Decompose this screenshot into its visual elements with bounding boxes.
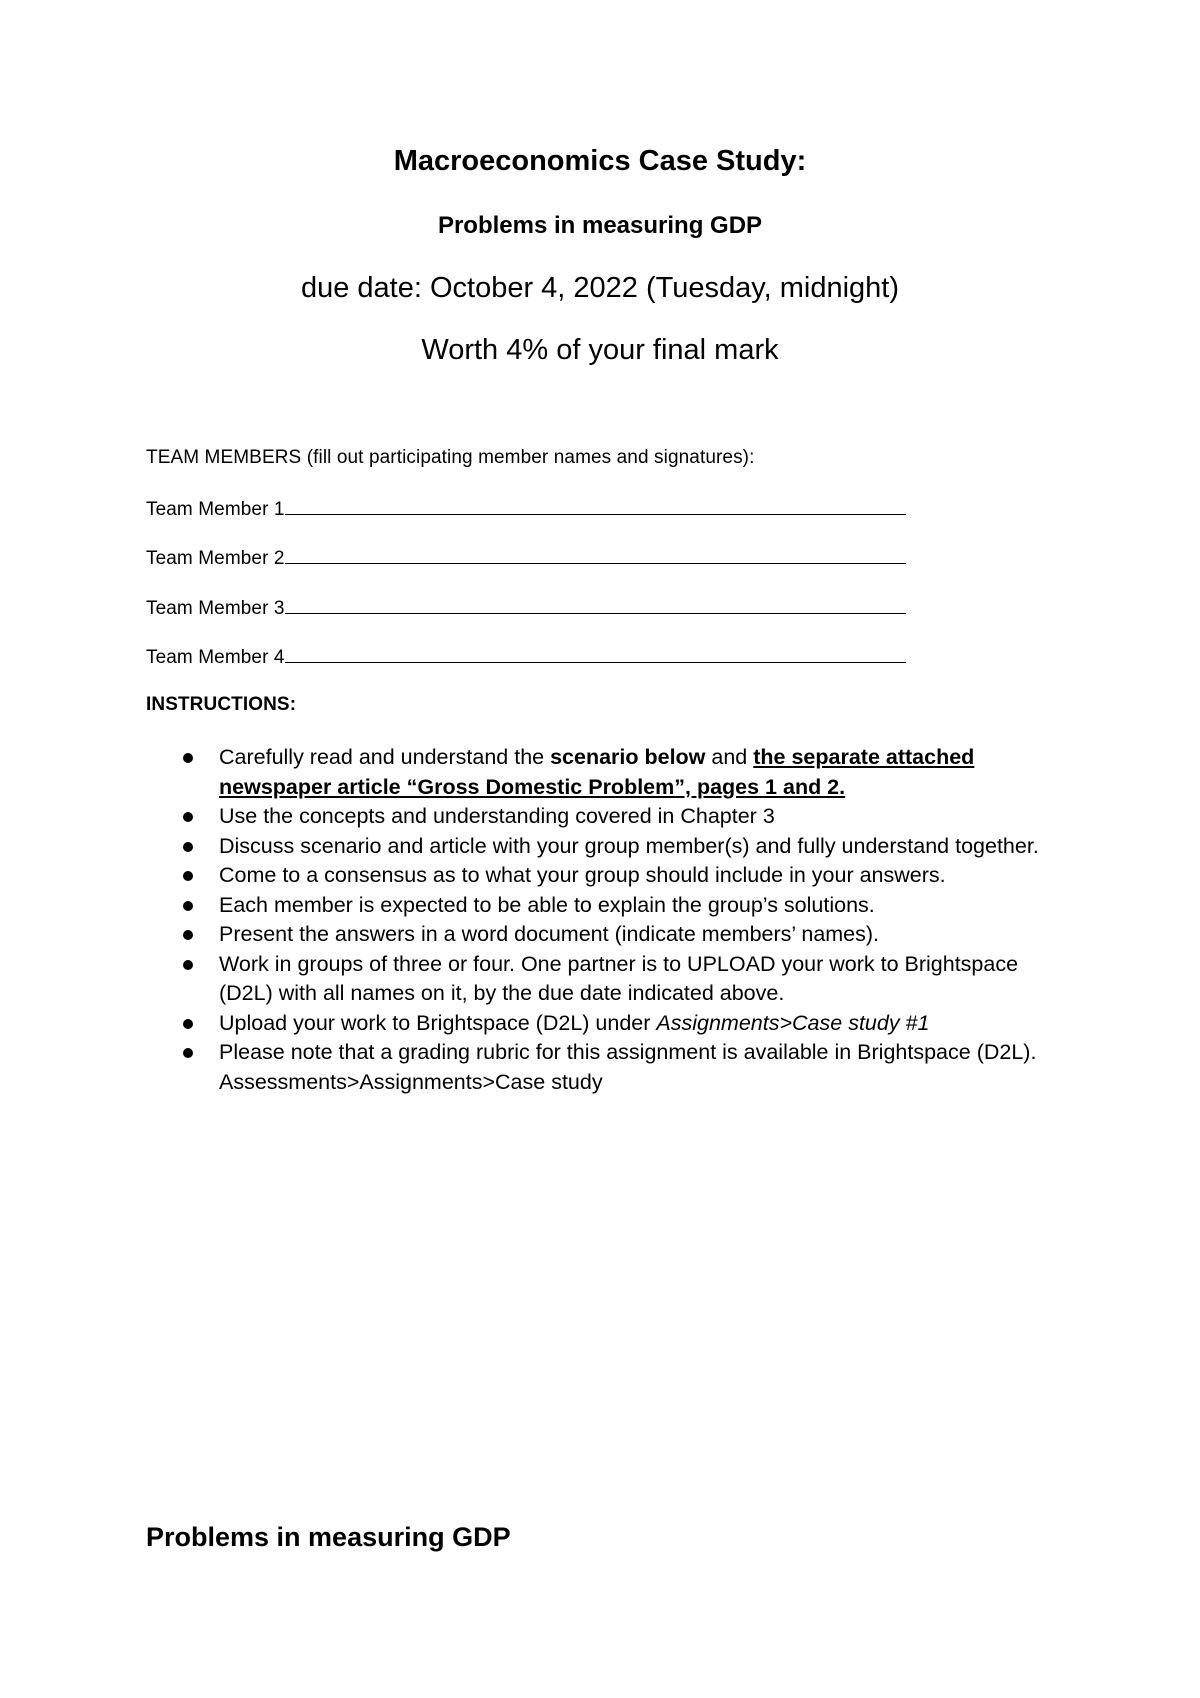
worth-statement: Worth 4% of your final mark [421, 334, 779, 366]
bullet-icon [183, 842, 193, 852]
list-item: Carefully read and understand the scenario below and the separate attached newspaper article “Gross Domestic Problem”, pages 1 and 2. [146, 743, 1076, 802]
list-item: Work in groups of three or four. One partner is to UPLOAD your work to Brightspace (D2L) with all names on it, by the due date indicated above. [146, 950, 1076, 1009]
section-heading: Problems in measuring GDP [146, 1522, 511, 1552]
team-member-row [146, 495, 906, 522]
instructions-heading: INSTRUCTIONS: [146, 694, 297, 715]
list-item: Discuss scenario and article with your group member(s) and fully understand together. [146, 832, 1076, 862]
bullet-icon [183, 871, 193, 881]
team-member-label: Team Member 4 [146, 647, 285, 668]
bullet-icon [183, 901, 193, 911]
team-member-row [146, 594, 906, 621]
list-item: Present the answers in a word document (indicate members’ names). [146, 920, 1076, 950]
list-item: Please note that a grading rubric for this assignment is available in Brightspace (D2L). Assessments>Assignments>Case study [146, 1038, 1076, 1097]
bullet-icon [183, 1019, 193, 1029]
team-member-row [146, 643, 906, 670]
team-members-heading: TEAM MEMBERS (fill out participating member names and signatures): [146, 447, 755, 468]
instructions-list [146, 743, 1076, 1097]
list-item: Come to a consensus as to what your group should include in your answers. [146, 861, 1076, 891]
due-date: due date: October 4, 2022 (Tuesday, midnight) [300, 272, 900, 304]
document-title: Macroeconomics Case Study: [393, 145, 807, 177]
list-item: Upload your work to Brightspace (D2L) under Assignments>Case study #1 [146, 1009, 1076, 1039]
signature-line [285, 594, 906, 614]
signature-line [285, 495, 906, 515]
document-subtitle: Problems in measuring GDP [437, 212, 763, 239]
bullet-icon [183, 812, 193, 822]
list-item: Each member is expected to be able to explain the group’s solutions. [146, 891, 1076, 921]
signature-line [285, 643, 906, 663]
bullet-icon [183, 753, 193, 763]
team-member-row [146, 544, 906, 571]
team-member-label: Team Member 2 [146, 548, 285, 569]
bullet-icon [183, 960, 193, 970]
article-reference: the separate attached newspaper article “Gross Domestic Problem”, pages 1 and 2. [219, 745, 975, 799]
signature-line [285, 544, 906, 564]
list-item: Use the concepts and understanding covered in Chapter 3 [146, 802, 1076, 832]
team-member-label: Team Member 3 [146, 598, 285, 619]
team-member-label: Team Member 1 [146, 499, 285, 520]
assignment-path: Assignments>Case study #1 [656, 1010, 930, 1035]
bullet-icon [183, 1048, 193, 1058]
bullet-icon [183, 930, 193, 940]
